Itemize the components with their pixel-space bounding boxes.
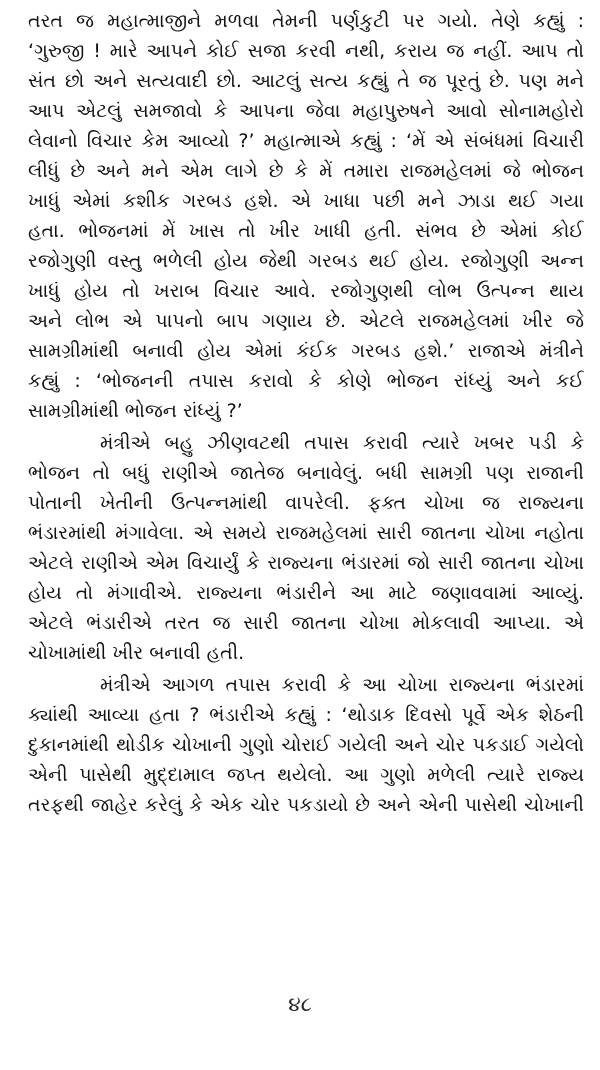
text-line: ખાધું એમાં કશીક ગરબડ હશે. એ ખાધા પછી મને ઝાડા થઈ ગયા [28,190,584,212]
text-line: ખાધું હોય તો ખરાબ વિચાર આવે. રજોગુણથી લોભ ઉત્પન્ન થાય [28,280,584,302]
paragraph-2 [28,428,584,668]
page-number: ૪૮ [288,992,312,1016]
text-line: મંત્રીએ આગળ તપાસ કરાવી કે આ ચોખા રાજ્યના ભંડારમાં [100,674,584,696]
text-line: ભંડારમાંથી મંગાવેલા. એ સમયે રાજમહેલમાં સારી જાતના ચોખા નહોતા [28,522,584,544]
text-line: સામગ્રીમાંથી ભોજન રાંધ્યું ?’ [28,400,243,422]
paragraph-1 [28,6,584,426]
text-line: હતા. ભોજનમાં મેં ખાસ તો ખીર ખાધી હતી. સંભવ છે એમાં કોઈ [28,220,584,242]
text-line: સંત છો અને સત્યવાદી છો. આટલું સત્ય કહ્યું તે જ પૂરતું છે. પણ મને [28,70,584,92]
text-line: એટલે રાણીએ એમ વિચાર્યું કે રાજ્યના ભંડારમાં જો સારી જાતના ચોખા [28,552,584,574]
text-line: સામગ્રીમાંથી બનાવી હોય એમાં કંઈક ગરબડ હશે.’ રાજાએ મંત્રીને [28,340,584,362]
text-line: કહ્યું : ‘ભોજનની તપાસ કરાવો કે કોણે ભોજન રાંધ્યું અને કઈ [28,370,584,392]
text-line: તરફથી જાહેર કરેલું કે એક ચોર પકડાયો છે અને એની પાસેથી ચોખાની [28,794,584,816]
text-line: પોતાની ખેતીની ઉત્પન્નમાંથી વાપરેલી. ફક્ત ચોખા જ રાજ્યના [28,492,584,514]
text-line: એટલે ભંડારીએ તરત જ સારી જાતના ચોખા મોકલાવી આપ્યા. એ [28,612,584,634]
text-line: લેવાનો વિચાર કેમ આવ્યો ?’ મહાત્માએ કહ્યું : ‘મેં એ સંબંધમાં વિચારી [28,130,584,152]
text-line: આપ એટલું સમજાવો કે આપના જેવા મહાપુરુષને આવો સોનામહોરો [28,100,584,122]
text-line: એની પાસેથી મુદ્દામાલ જપ્ત થયેલો. આ ગુણો મળેલી ત્યારે રાજ્ય [28,764,584,786]
text-line: અને લોભ એ પાપનો બાપ ગણાય છે. એટલે રાજમહેલમાં ખીર જે [28,310,584,332]
body-text [28,6,584,820]
text-line: તરત જ મહાત્માજીને મળવા તેમની પર્ણકુટી પર ગયો. તેણે કહ્યું : [28,10,584,32]
text-line: લીધું છે અને મને એમ લાગે છે કે મેં તમારા રાજમહેલમાં જે ભોજન [28,160,584,182]
text-line: મંત્રીએ બહુ ઝીણવટથી તપાસ કરાવી ત્યારે ખબર પડી કે [100,432,584,454]
text-line: દુકાનમાંથી થોડીક ચોખાની ગુણો ચોરાઈ ગયેલી અને ચોર પકડાઈ ગયેલો [28,734,584,756]
paragraph-3 [28,670,584,820]
text-line: ભોજન તો બધું રાણીએ જાતેજ બનાવેલું. બધી સામગ્રી પણ રાજાની [28,462,584,484]
text-line: ‘ગુરુજી ! મારે આપને કોઈ સજા કરવી નથી, કરાય જ નહીં. આપ તો [28,40,584,62]
text-line: ક્યાંથી આવ્યા હતા ? ભંડારીએ કહ્યું : ‘થોડાક દિવસો પૂર્વે એક શેઠની [28,704,584,726]
text-line: હોય તો મંગાવીએ. રાજ્યના ભંડારીને આ માટે જણાવવામાં આવ્યું. [28,582,584,604]
text-line: ચોખામાંથી ખીર બનાવી હતી. [28,642,245,664]
text-line: રજોગુણી વસ્તુ ભળેલી હોય જેથી ગરબડ થઈ હોય. રજોગુણી અન્ન [28,250,584,272]
